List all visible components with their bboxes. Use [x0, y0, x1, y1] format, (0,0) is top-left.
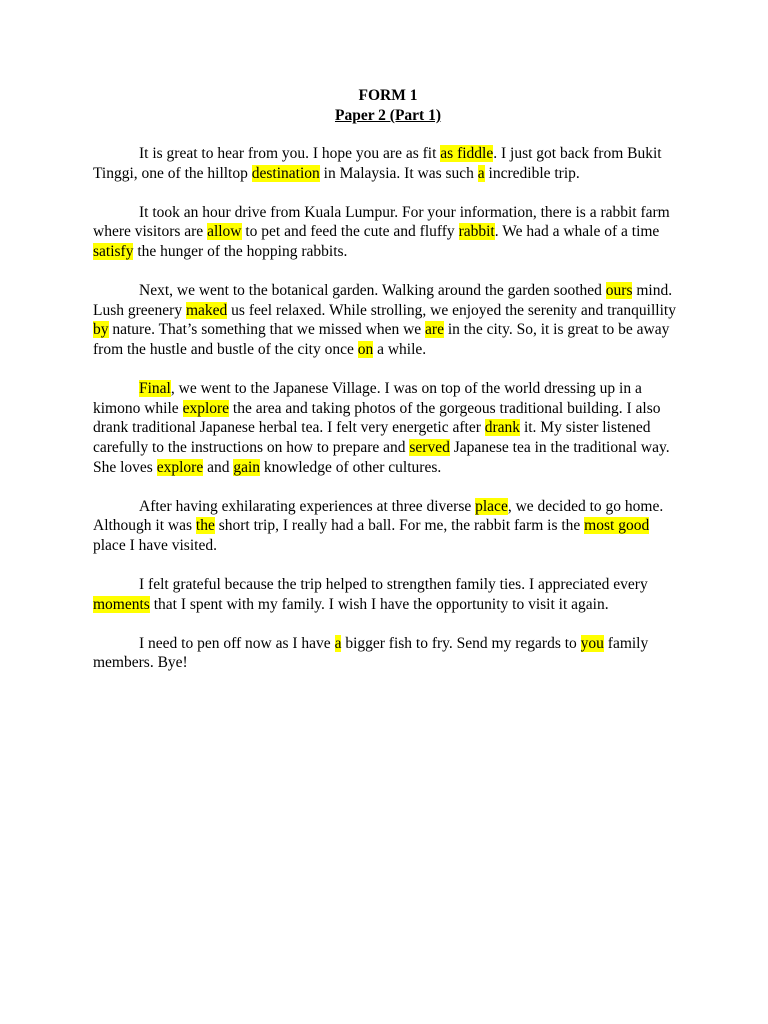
paragraph-text: place I have visited.	[93, 536, 217, 554]
highlighted-error: destination	[251, 164, 320, 182]
highlighted-error: by	[93, 321, 109, 339]
paragraph-text: nature. That’s something that we missed when we	[108, 321, 426, 339]
paragraph-text: that I spent with my family. I wish I have the opportunity to visit it again.	[149, 595, 609, 613]
highlighted-error: Final	[139, 380, 171, 398]
paragraph-text: Next, we went to the botanical garden. Walking around the garden soothed	[139, 282, 606, 300]
document-body	[93, 144, 683, 673]
document-subtitle: Paper 2 (Part 1)	[334, 107, 442, 124]
document-page	[93, 86, 683, 693]
paragraph-text: I need to pen off now as I have	[139, 634, 335, 652]
paragraph-text: it. My sister listened carefully to the instructions on how to prepare and	[93, 419, 651, 456]
paragraph-text: family members. Bye!	[93, 634, 649, 672]
paragraph-text: mind. Lush greenery	[93, 282, 673, 319]
paragraph-text: short trip, I really had a ball. For me, the rabbit farm is the	[214, 517, 585, 535]
paragraph-text: a while.	[373, 340, 427, 358]
paragraph	[93, 379, 683, 477]
highlighted-error: most good	[584, 517, 650, 535]
paragraph-text: the area and taking photos of the gorgeous traditional building. I also drank traditional Japanese herbal tea. I felt very energetic after	[93, 399, 661, 437]
highlighted-error: a	[477, 164, 485, 182]
highlighted-error: allow	[207, 223, 242, 241]
highlighted-error: on	[357, 340, 374, 358]
highlighted-error: drank	[484, 419, 521, 437]
highlighted-error: explore	[156, 458, 204, 476]
paragraph-text: in Malaysia. It was such	[319, 164, 478, 182]
paragraph-text: knowledge of other cultures.	[260, 458, 442, 476]
paragraph-text: and	[203, 458, 234, 476]
highlighted-error: satisfy	[93, 242, 134, 260]
highlighted-error: explore	[182, 399, 230, 417]
highlighted-error: served	[409, 438, 450, 456]
paragraph-text: us feel relaxed. While strolling, we enjoyed the serenity and tranquillity	[227, 301, 676, 319]
highlighted-error: as fiddle	[440, 145, 494, 162]
paragraph-text: in the city. So, it is great to be away from the hustle and bustle of the city once	[93, 321, 670, 358]
highlighted-error: the	[195, 517, 215, 535]
highlighted-error: ours	[605, 282, 633, 300]
paragraph	[93, 144, 683, 183]
paragraph-text: the hunger of the hopping rabbits.	[133, 242, 348, 260]
paragraph-text: It is great to hear from you. I hope you are as fit	[139, 145, 441, 162]
paragraph-text: After having exhilarating experiences at three diverse	[139, 497, 476, 515]
paragraph	[93, 281, 683, 359]
paragraph-text: . We had a whale of a time	[494, 223, 660, 241]
highlighted-error: are	[425, 321, 444, 339]
paragraph-text: It took an hour drive from Kuala Lumpur. For your information, there is a rabbit farm where visitors are	[93, 203, 670, 241]
paragraph-text: I felt grateful because the trip helped to strengthen family ties. I appreciated every	[139, 576, 648, 594]
highlighted-error: maked	[185, 301, 228, 319]
paragraph-text: Japanese tea in the traditional way. She loves	[93, 438, 670, 476]
paragraph	[93, 203, 683, 262]
highlighted-error: a	[334, 634, 342, 652]
paragraph	[93, 575, 683, 614]
document-title: FORM 1	[358, 87, 418, 104]
highlighted-error: rabbit	[458, 223, 495, 241]
highlighted-error: place	[475, 497, 508, 515]
highlighted-error: gain	[233, 458, 261, 476]
paragraph	[93, 634, 683, 673]
paragraph-text: . I just got back from Bukit Tinggi, one of the hilltop	[93, 145, 662, 182]
paragraph-text: , we decided to go home. Although it was	[93, 497, 664, 535]
paragraph-text: , we went to the Japanese Village. I was on top of the world dressing up in a kimono while	[93, 380, 642, 417]
document-heading	[93, 86, 683, 126]
highlighted-error: you	[580, 634, 604, 652]
paragraph	[93, 497, 683, 556]
paragraph-text: incredible trip.	[484, 164, 580, 182]
highlighted-error: moments	[93, 595, 150, 613]
paragraph-text: to pet and feed the cute and fluffy	[241, 223, 459, 241]
paragraph-text: bigger fish to fry. Send my regards to	[341, 634, 581, 652]
